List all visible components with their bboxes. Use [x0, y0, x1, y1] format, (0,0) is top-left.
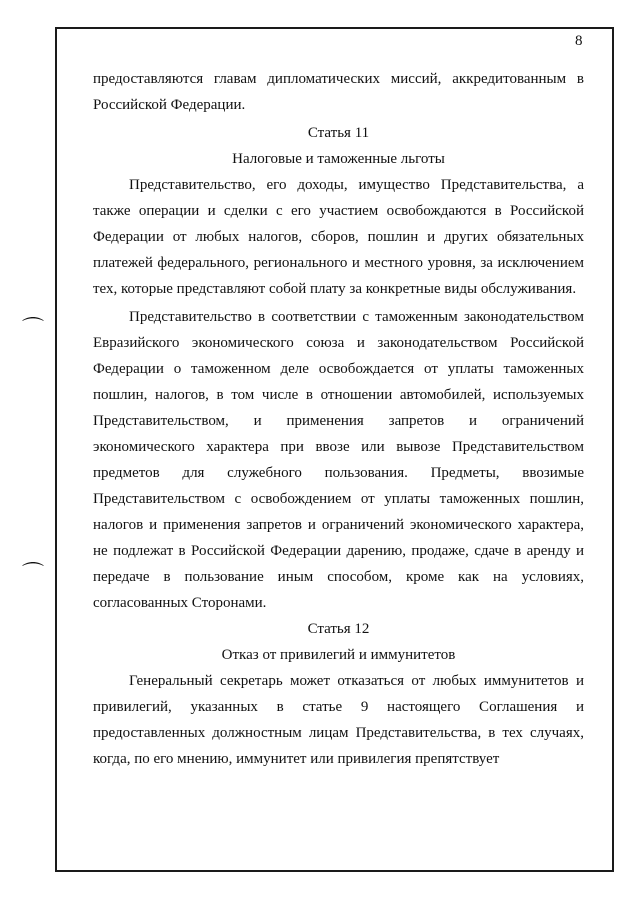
article-11-title: Налоговые и таможенные льготы	[232, 151, 445, 167]
article-12-number: Статья 12	[307, 621, 370, 637]
margin-mark: ⌒	[22, 561, 45, 586]
document-body	[93, 66, 584, 772]
intro-paragraph: предоставляются главам дипломатических миссий, аккредитованным в Российской Федерации.	[93, 71, 584, 113]
article-11-paragraph-2: Представительство в соответствии с таможенным законодательством Евразийского экономического союза и законодательством Российской Федерации о таможенном деле освобождается от уплаты таможенных пошлин, налогов, в том числе в отношении автомобилей, используемых Представительством, и применения запретов и ограничений экономического характера при ввозе или вывозе Представительством предметов для служебного пользования. Предметы, ввозимые Представительством с освобождением от уплаты таможенных пошлин, налогов и применения запретов и ограничений экономического характера, не подлежат в Российской Федерации дарению, продаже, сдаче в аренду и передаче в пользование иным способом, кроме как на условиях, согласованных Сторонами.	[93, 309, 584, 611]
margin-mark: ⌒	[22, 316, 45, 341]
article-11-number: Статья 11	[307, 125, 370, 141]
article-11-paragraph-1: Представительство, его доходы, имущество Представительства, а также операции и сделки с его участием освобождаются в Российской Федерации от любых налогов, сборов, пошлин и других обязательных платежей федерального, регионального и местного уровня, за исключением тех, которые представляют собой плату за конкретные виды обслуживания.	[93, 177, 584, 297]
page-number: 8	[575, 33, 583, 49]
article-12-paragraph-1: Генеральный секретарь может отказаться от любых иммунитетов и привилегий, указанных в статье 9 настоящего Соглашения и предоставленных должностным лицам Представительства, в тех случаях, когда, по его мнению, иммунитет или привилегия препятствует	[93, 673, 584, 767]
article-12-title: Отказ от привилегий и иммунитетов	[221, 647, 456, 663]
